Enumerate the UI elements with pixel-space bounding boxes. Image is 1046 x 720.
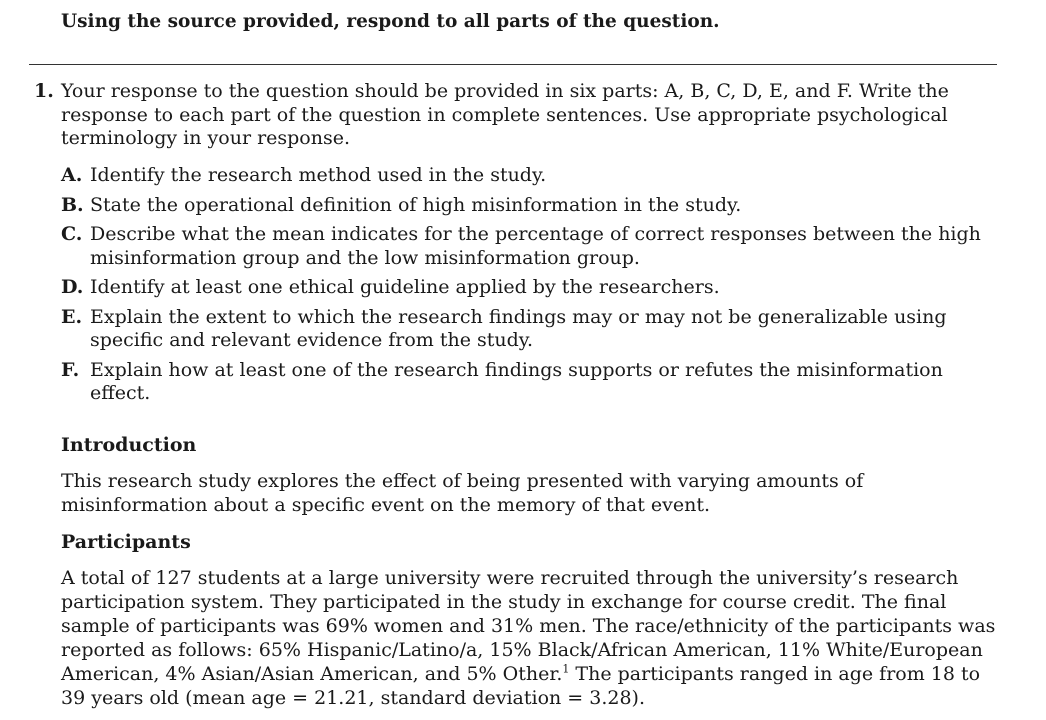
instruction-text: Using the source provided, respond to all parts of the question. xyxy=(61,11,720,32)
introduction-body: This research study explores the effect of being presented with varying amounts of misinformation about a specific event on the memory of that event. xyxy=(61,470,864,516)
participants-text: A total of 127 students at a large university were recruited through the university’s research participation system. They participated in the study in exchange for course credit. The final sample of participants was 69% women and 31% men. The race/ethnicity of the participants was reported as follows: 65% Hispanic/Latino/a, 15% Black/African American, 11% White/European American, 4% Asian/Asian American, and 5% Other. xyxy=(61,567,996,685)
divider xyxy=(29,64,997,65)
introduction-heading: Introduction xyxy=(61,434,197,456)
part-text: Identify the research method used in the study. xyxy=(90,164,547,186)
question-parts-list xyxy=(61,164,991,412)
question-part-e xyxy=(61,306,991,353)
question-part-c xyxy=(61,223,991,270)
question-part-b xyxy=(61,194,991,218)
question-stem: Your response to the question should be provided in six parts: A, B, C, D, E, and F. Write the response to each part of the question in complete sentences. Use appropriate psychological terminology in your response. xyxy=(61,80,949,149)
participants-text-continued: The participants ranged in age from 18 to 39 years old (mean age = 21.21, standard deviation = 3.28). xyxy=(61,663,981,709)
part-letter: A. xyxy=(61,164,83,186)
part-text: Identify at least one ethical guideline applied by the researchers. xyxy=(90,276,720,298)
part-letter: E. xyxy=(61,305,83,328)
question-part-d xyxy=(61,276,991,300)
footnote-marker[interactable]: 1 xyxy=(562,662,570,676)
part-letter: B. xyxy=(61,193,84,216)
participants-heading: Participants xyxy=(61,531,191,553)
part-letter: D. xyxy=(61,276,84,298)
question-number: 1. xyxy=(34,80,54,102)
part-letter: C. xyxy=(61,223,83,245)
part-text: Describe what the mean indicates for the percentage of correct responses between the high misinformation group and the low misinformation group. xyxy=(90,223,981,269)
question-part-f xyxy=(61,359,991,406)
part-text: Explain the extent to which the research findings may or may not be generalizable using specific and relevant evidence from the study. xyxy=(90,305,947,351)
part-text: State the operational definition of high misinformation in the study. xyxy=(90,193,742,216)
participants-body xyxy=(61,566,1006,710)
part-text: Explain how at least one of the research findings supports or refutes the misinformation effect. xyxy=(90,358,943,404)
question-part-a xyxy=(61,164,991,188)
part-letter: F. xyxy=(61,358,80,381)
